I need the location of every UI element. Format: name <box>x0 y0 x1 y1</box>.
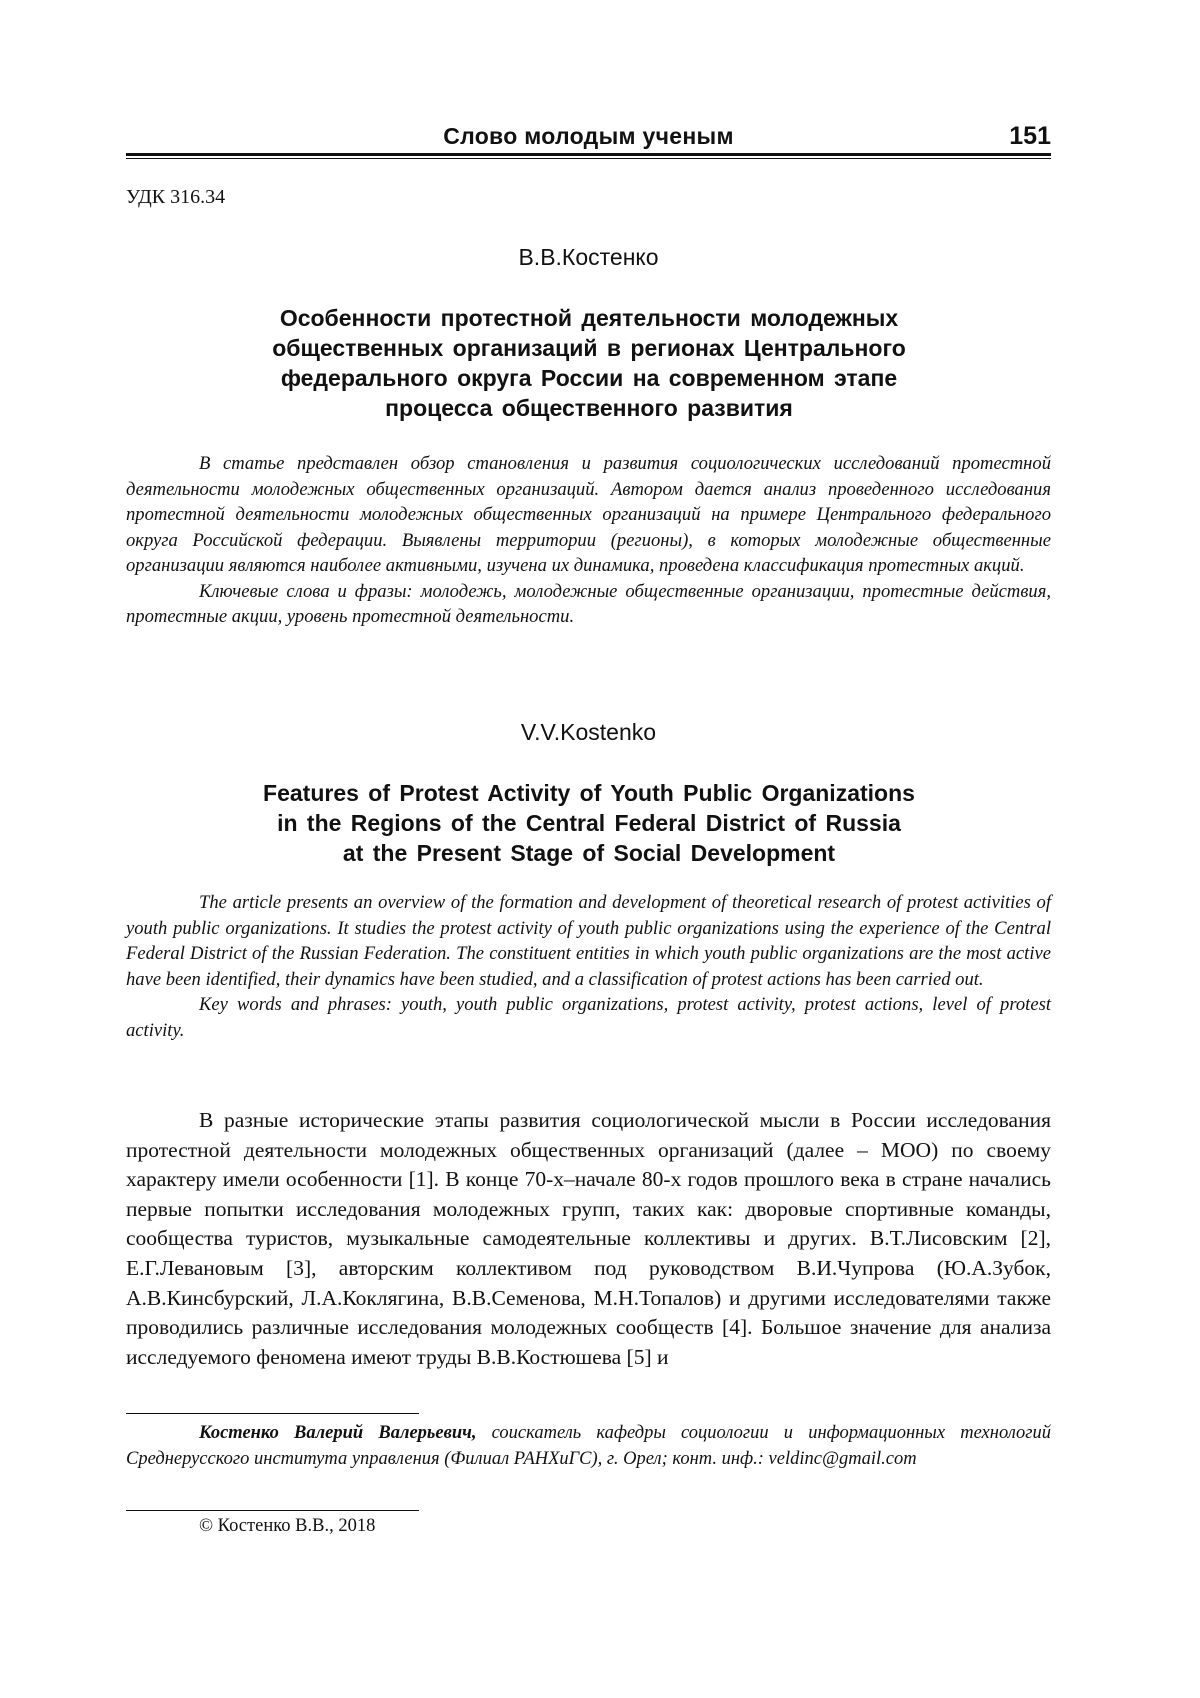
copyright-separator <box>126 1510 419 1511</box>
abstract-en-text: The article presents an overview of the formation and development of theoretical research of protest activities of youth public organizations. It studies the protest activity of youth public organizations using the experience of the Central Federal District of the Russian Federation. The constituent entities in which youth public organizations are the most active have been identified, their dynamics have been studied, and a classification of protest actions has been carried out. <box>126 892 1051 990</box>
title-ru-line: общественных организаций в регионах Центрального <box>272 335 906 361</box>
keywords-en: Key words and phrases: youth, youth public organizations, protest activity, protest actions, level of protest activity. <box>126 994 1051 1041</box>
header-rule-thick <box>126 153 1051 156</box>
title-en-line: at the Present Stage of Social Development <box>342 840 836 866</box>
title-en-line: Features of Protest Activity of Youth Public Organizations <box>263 780 915 806</box>
running-header <box>126 121 1051 151</box>
title-ru <box>180 303 998 423</box>
page-number: 151 <box>1009 122 1051 150</box>
abstract-ru-text: В статье представлен обзор становления и развития социологических исследований протестной деятельности молодежных общественных организаций. Автором дается анализ проведенного исследования протестной деятельности молодежных общественных организаций на примере Центрального федерального округа Российской федерации. Выявлены территории (регионы), в которых молодежные общественные организации являются наиболее активными, изучена их динамика, проведена классификация протестных акций. <box>126 453 1051 576</box>
body-paragraph: В разные исторические этапы развития социологической мысли в России исследования протестной деятельности молодежных общественных организаций (далее – МОО) по своему характеру имели особенности [1]. В конце 70-х–начале 80-х годов прошлого века в стране начались первые попытки исследования молодежных групп, таких как: дворовые спортивные команды, сообщества туристов, музыкальные самодеятельные коллективы и других. В.Т.Лисовским [2], Е.Г.Левановым [3], авторским коллективом под руководством В.И.Чупрова (Ю.А.Зубок, А.В.Кинсбурский, Л.А.Коклягина, В.В.Семенова, М.Н.Топалов) и другими исследователями также проводились различные исследования молодежных сообществ [4]. Большое значение для анализа исследуемого феномена имеют труды В.В.Костюшева [5] и <box>126 1108 1051 1369</box>
keywords-ru: Ключевые слова и фразы: молодежь, молодежные общественные организации, протестные действия, протестные акции, уровень протестной деятельности. <box>126 580 1051 627</box>
footnote-paragraph <box>126 1421 1051 1472</box>
title-ru-line: федерального округа России на современном этапе <box>280 365 898 391</box>
abstract-ru <box>126 451 1051 630</box>
author-en: V.V.Kostenko <box>520 719 657 745</box>
author-footnote <box>126 1421 1051 1472</box>
journal-section-title: Слово молодым ученым <box>443 123 734 149</box>
title-en <box>180 778 998 868</box>
footnote-author-name: Костенко Валерий Валерьевич, <box>199 1423 477 1443</box>
abstract-en <box>126 890 1051 1043</box>
header-rule-thin <box>126 158 1051 159</box>
footnote-separator <box>126 1413 419 1414</box>
udk-code: УДК 316.34 <box>126 186 226 208</box>
copyright-notice: © Костенко В.В., 2018 <box>199 1516 376 1536</box>
body-text <box>126 1106 1051 1372</box>
title-en-line: in the Regions of the Central Federal District of Russia <box>277 810 901 836</box>
title-ru-line: Особенности протестной деятельности молодежных <box>279 305 899 331</box>
title-ru-line: процесса общественного развития <box>385 395 793 421</box>
author-ru: В.В.Костенко <box>518 244 659 270</box>
footnote-author-info: соискатель кафедры социологии и информационных технологий Среднерусского института управления (Филиал РАНХиГС), г. Орел; конт. инф.: veldinc@gmail.com <box>126 1423 1051 1469</box>
